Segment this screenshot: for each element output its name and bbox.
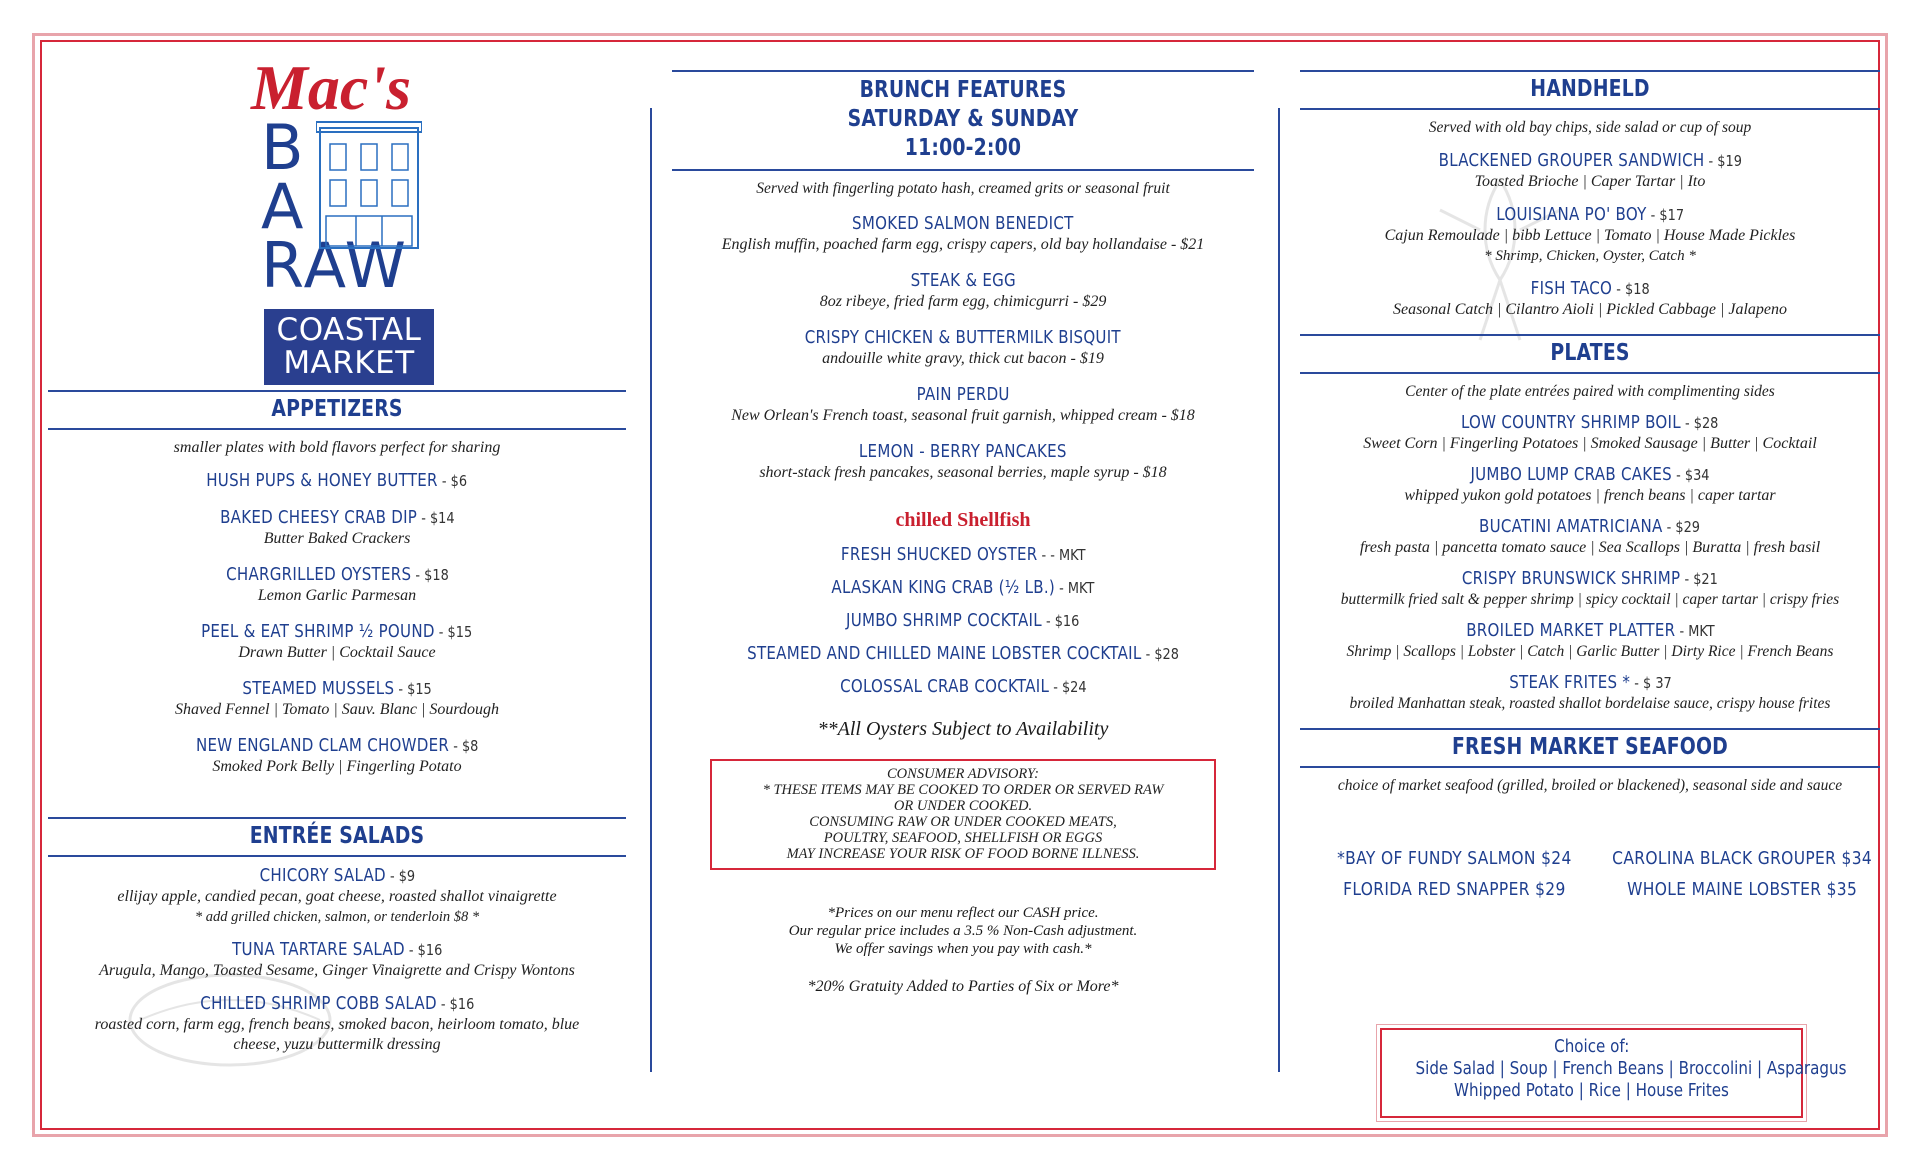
advisory-line: * THESE ITEMS MAY BE COOKED TO ORDER OR SERVED RAW — [762, 782, 1164, 798]
item-price: - $6 — [438, 472, 468, 490]
item-price: - $8 — [448, 737, 479, 755]
item-name: BUCATINI AMATRICIANA — [1479, 517, 1664, 537]
menu-item — [1300, 464, 1880, 506]
item-price: - $18 — [410, 566, 449, 584]
brunch-header — [672, 70, 1254, 171]
item-name: CHICORY SALAD — [259, 866, 386, 886]
section-title: FRESH MARKET SEAFOOD — [1451, 734, 1728, 760]
middle-column — [672, 70, 1254, 996]
menu-item — [1300, 150, 1880, 192]
item-description: English muffin, poached farm egg, crispy capers, old bay hollandaise - $21 — [721, 236, 1205, 253]
item-price: - $16 — [436, 995, 474, 1013]
section-subtitle: choice of market seafood (grilled, broiled or blackened), seasonal side and sauce — [1337, 777, 1843, 794]
item-price: - $34 — [1672, 466, 1710, 484]
item-price: - MKT — [1055, 579, 1095, 597]
item-name: LOW COUNTRY SHRIMP BOIL — [1461, 413, 1682, 433]
logo-coastal-market: COASTAL MARKET — [264, 309, 434, 385]
shellfish-list — [672, 544, 1254, 698]
item-price: - $15 — [435, 623, 473, 641]
item-price: - $18 — [1611, 280, 1650, 298]
item-description: buttermilk fried salt & pepper shrimp | spicy cocktail | caper tartar | crispy fries — [1340, 591, 1840, 608]
item-name: STEAMED MUSSELS — [242, 679, 395, 699]
consumer-advisory — [710, 759, 1216, 870]
item-name: LEMON - BERRY PANCAKES — [859, 442, 1067, 462]
column-divider — [650, 108, 652, 1072]
section-subtitle: Center of the plate entrées paired with complimenting sides — [1405, 383, 1775, 400]
logo-word-raw: RAW — [261, 229, 408, 302]
item-name: BAKED CHEESY CRAB DIP — [219, 508, 417, 528]
choice-line: Side Salad | Soup | French Beans | Broccolini | Asparagus — [1415, 1058, 1847, 1079]
seafood-item: *BAY OF FUNDY SALMON $24 — [1337, 848, 1572, 869]
plates-header — [1300, 334, 1880, 374]
item-description: andouille white gravy, thick cut bacon - $19 — [822, 350, 1104, 367]
section-subtitle: Served with fingerling potato hash, creamed grits or seasonal fruit — [756, 180, 1170, 197]
item-price: - $24 — [1048, 678, 1087, 696]
item-price: - $17 — [1646, 206, 1684, 224]
sides-choice-box — [1380, 1028, 1847, 1118]
menu-item — [672, 643, 1254, 665]
item-description: Drawn Butter | Cocktail Sauce — [238, 644, 436, 661]
item-description-continued: cheese, yuzu buttermilk dressing — [233, 1036, 441, 1053]
item-name: HUSH PUPS & HONEY BUTTER — [206, 471, 439, 491]
item-price: - $29 — [1663, 518, 1701, 536]
item-price: - MKT — [1674, 622, 1715, 640]
appetizers-list — [48, 470, 626, 777]
menu-item — [1300, 672, 1880, 714]
oyster-availability-note: **All Oysters Subject to Availability — [817, 718, 1109, 740]
brunch-title-line2: SATURDAY & SUNDAY — [847, 106, 1079, 132]
menu-item — [672, 270, 1254, 312]
menu-item — [672, 676, 1254, 698]
menu-item — [48, 470, 626, 492]
menu-item — [672, 441, 1254, 483]
item-price: - $14 — [416, 509, 455, 527]
section-title: HANDHELD — [1530, 76, 1650, 102]
left-column — [48, 52, 626, 1070]
item-name: JUMBO SHRIMP COCKTAIL — [846, 611, 1043, 631]
shellfish-title: chilled Shellfish — [895, 509, 1031, 531]
handheld-header — [1300, 70, 1880, 110]
item-price: - $ 37 — [1629, 674, 1672, 692]
menu-item — [672, 384, 1254, 426]
item-description: broiled Manhattan steak, roasted shallot bordelaise sauce, crispy house frites — [1349, 695, 1831, 712]
menu-item — [1300, 620, 1880, 662]
item-description: Sweet Corn | Fingerling Potatoes | Smoked Sausage | Butter | Cocktail — [1363, 435, 1817, 452]
item-note: * add grilled chicken, salmon, or tenderloin $8 * — [194, 909, 480, 925]
item-name: COLOSSAL CRAB COCKTAIL — [839, 677, 1049, 697]
item-price: - - MKT — [1037, 546, 1086, 564]
menu-item — [48, 564, 626, 606]
item-name: FISH TACO — [1530, 279, 1612, 299]
building-icon — [316, 118, 422, 294]
item-name: PAIN PERDU — [916, 385, 1010, 405]
item-name: BROILED MARKET PLATTER — [1465, 621, 1675, 641]
item-name: ALASKAN KING CRAB (½ LB.) — [831, 578, 1056, 598]
item-description: short-stack fresh pancakes, seasonal berries, maple syrup - $18 — [759, 464, 1167, 481]
advisory-line: CONSUMING RAW OR UNDER COOKED MEATS, — [809, 814, 1117, 830]
menu-item — [672, 213, 1254, 255]
salads-header — [48, 817, 626, 857]
item-description: Lemon Garlic Parmesan — [257, 587, 417, 604]
item-name: LOUISIANA PO' BOY — [1496, 205, 1647, 225]
advisory-line: CONSUMER ADVISORY: — [887, 766, 1039, 782]
item-name: CRISPY BRUNSWICK SHRIMP — [1461, 569, 1681, 589]
item-name: STEAK FRITES * — [1508, 673, 1630, 693]
menu-item — [672, 544, 1254, 566]
logo-letter-a: A — [261, 170, 306, 243]
menu-item — [672, 610, 1254, 632]
advisory-line: POULTRY, SEAFOOD, SHELLFISH OR EGGS — [823, 830, 1103, 846]
brunch-list — [672, 213, 1254, 483]
item-description: whipped yukon gold potatoes | french beans | caper tartar — [1404, 487, 1776, 504]
menu-item — [1300, 412, 1880, 454]
menu-item — [48, 507, 626, 549]
item-price: - $16 — [1042, 612, 1080, 630]
item-name: TUNA TARTARE SALAD — [231, 940, 405, 960]
appetizers-header — [48, 390, 626, 430]
right-column — [1300, 70, 1880, 900]
item-name: PEEL & EAT SHRIMP ½ POUND — [201, 622, 436, 642]
section-subtitle: smaller plates with bold flavors perfect for sharing — [173, 439, 501, 456]
item-description: Seasonal Catch | Cilantro Aioli | Pickled Cabbage | Jalapeno — [1392, 301, 1788, 318]
section-title: APPETIZERS — [271, 396, 403, 422]
menu-item — [1300, 516, 1880, 558]
seafood-item: FLORIDA RED SNAPPER $29 — [1343, 879, 1566, 900]
logo — [48, 52, 626, 381]
salads-list — [48, 865, 626, 1055]
gratuity-note: *20% Gratuity Added to Parties of Six or More* — [807, 978, 1119, 995]
section-subtitle: Served with old bay chips, side salad or cup of soup — [1428, 119, 1752, 136]
item-price: - $19 — [1704, 152, 1742, 170]
menu-item — [1300, 278, 1880, 320]
menu-item — [48, 621, 626, 663]
item-name: JUMBO LUMP CRAB CAKES — [1470, 465, 1673, 485]
brunch-title-line1: BRUNCH FEATURES — [859, 77, 1067, 103]
item-description: Shrimp | Scallops | Lobster | Catch | Garlic Butter | Dirty Rice | French Beans — [1346, 643, 1834, 660]
item-description: 8oz ribeye, fried farm egg, chimicgurri - $29 — [819, 293, 1107, 310]
item-price: - $28 — [1141, 645, 1179, 663]
choice-title: Choice of: — [1553, 1036, 1630, 1057]
item-price: - $21 — [1680, 570, 1719, 588]
brunch-title-line3: 11:00-2:00 — [904, 135, 1022, 161]
seafood-item: WHOLE MAINE LOBSTER $35 — [1626, 879, 1857, 900]
item-name: BLACKENED GROUPER SANDWICH — [1438, 151, 1705, 171]
item-price: - $9 — [385, 867, 415, 885]
item-description: Butter Baked Crackers — [263, 530, 411, 547]
item-description: Cajun Remoulade | bibb Lettuce | Tomato | House Made Pickles — [1384, 227, 1796, 244]
item-description: Arugula, Mango, Toasted Sesame, Ginger Vinaigrette and Crispy Wontons — [99, 962, 575, 979]
item-options: * Shrimp, Chicken, Oyster, Catch * — [1484, 248, 1696, 264]
item-name: STEAK & EGG — [910, 271, 1016, 291]
logo-script: Mac's — [251, 52, 411, 123]
item-description: roasted corn, farm egg, french beans, smoked bacon, heirloom tomato, blue — [94, 1016, 580, 1033]
seafood-list — [1300, 848, 1880, 900]
item-name: SMOKED SALMON BENEDICT — [852, 214, 1074, 234]
item-name: FRESH SHUCKED OYSTER — [840, 545, 1038, 565]
seafood-header — [1300, 728, 1880, 768]
item-description: ellijay apple, candied pecan, goat cheese, roasted shallot vinaigrette — [117, 888, 557, 905]
item-price: - $16 — [404, 941, 443, 959]
item-description: New Orlean's French toast, seasonal fruit garnish, whipped cream - $18 — [731, 407, 1195, 424]
seafood-item: CAROLINA BLACK GROUPER $34 — [1611, 848, 1872, 869]
menu-item — [48, 939, 626, 981]
logo-letter-b: B — [261, 111, 306, 184]
advisory-line: MAY INCREASE YOUR RISK OF FOOD BORNE ILLNESS. — [786, 846, 1140, 862]
menu-item — [672, 327, 1254, 369]
item-description: fresh pasta | pancetta tomato sauce | Sea Scallops | Buratta | fresh basil — [1359, 539, 1821, 556]
item-price: - $28 — [1681, 414, 1719, 432]
menu-item — [48, 865, 626, 927]
menu-item — [48, 678, 626, 720]
item-name: CRISPY CHICKEN & BUTTERMILK BISQUIT — [804, 328, 1122, 348]
section-title: PLATES — [1550, 340, 1630, 366]
item-name: STEAMED AND CHILLED MAINE LOBSTER COCKTAIL — [747, 644, 1142, 664]
item-description: Smoked Pork Belly | Fingerling Potato — [212, 758, 462, 775]
item-name: CHARGRILLED OYSTERS — [225, 565, 411, 585]
item-description: Shaved Fennel | Tomato | Sauv. Blanc | Sourdough — [174, 701, 500, 718]
item-price: - $15 — [394, 680, 432, 698]
item-name: NEW ENGLAND CLAM CHOWDER — [195, 736, 449, 756]
item-name: CHILLED SHRIMP COBB SALAD — [199, 994, 437, 1014]
menu-item — [1300, 204, 1880, 266]
handheld-list — [1300, 150, 1880, 320]
section-title: ENTRÉE SALADS — [249, 823, 425, 849]
plates-list — [1300, 412, 1880, 714]
advisory-line: OR UNDER COOKED. — [893, 798, 1033, 814]
menu-item — [48, 993, 626, 1055]
item-description: Toasted Brioche | Caper Tartar | Ito — [1474, 173, 1706, 190]
choice-line: Whipped Potato | Rice | House Frites — [1454, 1080, 1729, 1101]
cash-price-note: *Prices on our menu reflect our CASH price. Our regular price includes a 3.5 % Non-Cash adjustment. We offer savings when you pay with cash.* — [788, 905, 1138, 957]
menu-item — [1300, 568, 1880, 610]
menu-item — [672, 577, 1254, 599]
column-divider — [1278, 108, 1280, 1072]
menu-item — [48, 735, 626, 777]
